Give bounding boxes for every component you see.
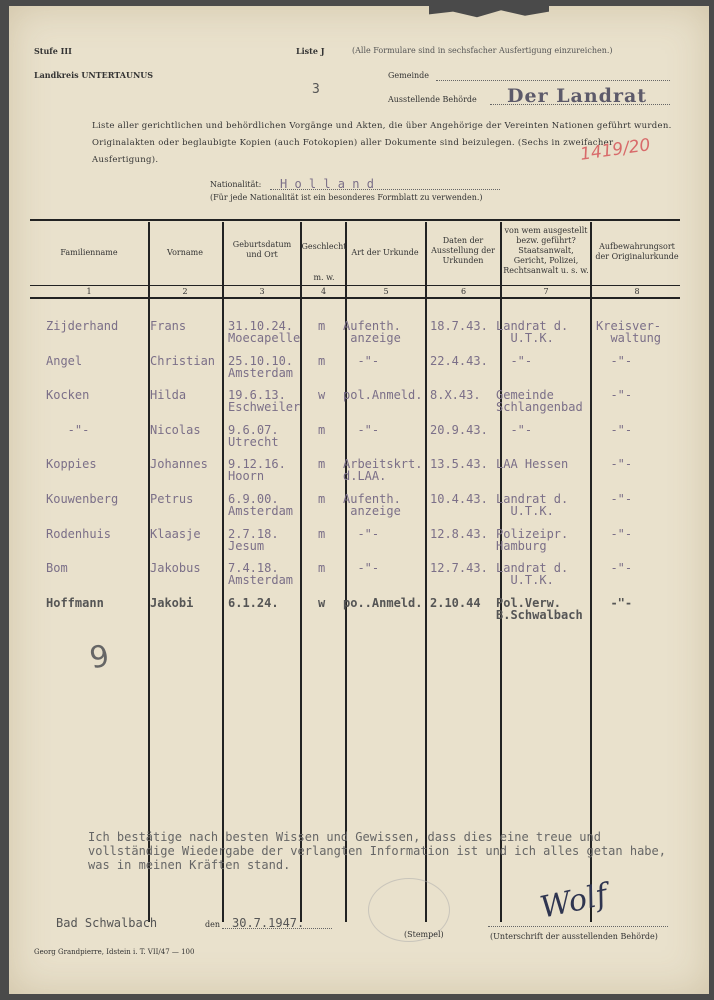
header-daten: Daten der Ausstellung der Urkunden — [431, 236, 495, 265]
intro-text: Liste aller gerichtlichen und behördlichen Vorgänge und Akten, die über Angehörige der Vereinten Nationen geführt wurden. Originalakten oder beglaubigte Kopien (auch Fotokopien) aller Dokumente sind beizulegen. (Sechs in zweifacher Ausfertigung). — [92, 121, 672, 165]
cell-art: po..Anmeld. — [343, 595, 423, 610]
cell-datum: 18.7.43. — [430, 319, 488, 333]
cell-geburtsdatum: 9.6.07. Utrecht — [228, 422, 279, 449]
cell-familienname: Hoffmann — [46, 595, 104, 610]
cell-geburtsdatum: 2.7.18. Jesum — [228, 526, 279, 553]
date-value: 30.7.1947. — [232, 916, 305, 930]
cell-familienname: Kouwenberg — [46, 492, 119, 506]
header-aufbewahrungsort: Aufbewahrungsort der Originalurkunde — [595, 242, 679, 261]
unterschrift-label: (Unterschrift der ausstellenden Behörde) — [490, 932, 658, 941]
cell-art: Aufenth. anzeige — [343, 319, 401, 345]
col-divider-7 — [590, 222, 592, 922]
cell-ausgestellt: Landrat d. U.T.K. — [496, 319, 569, 345]
cell-datum: 12.7.43. — [430, 561, 488, 576]
form-note: (Alle Formulare sind in sechsfacher Ausfertigung einzureichen.) — [352, 46, 613, 55]
cell-geschlecht: m — [318, 526, 326, 541]
cell-familienname: Kocken — [46, 388, 90, 403]
cell-vorname: Hilda — [150, 388, 187, 403]
behoerde-label: Ausstellende Behörde — [388, 95, 477, 104]
col-divider-3 — [300, 222, 302, 922]
header-art: Art der Urkunde — [351, 248, 419, 257]
cell-ausgestellt: Pol.Verw. B.Schwalbach — [496, 595, 583, 622]
cell-aufbewahrungsort: -"- — [596, 422, 633, 437]
header-vorname: Vorname — [167, 248, 203, 257]
cell-geburtsdatum: 6.9.00. Amsterdam — [228, 492, 294, 518]
cell-aufbewahrungsort: -"- — [596, 492, 633, 506]
table-top-line — [30, 219, 680, 221]
cell-geburtsdatum: 19.6.13. Eschweiler — [228, 388, 301, 415]
cell-datum: 8.X.43. — [430, 388, 481, 403]
cell-geschlecht: m — [318, 561, 326, 576]
cell-aufbewahrungsort: -"- — [596, 457, 633, 472]
col-number-8: 8 — [634, 287, 640, 296]
cell-ausgestellt: LAA Hessen — [496, 457, 569, 472]
liste-label: Liste J — [296, 46, 325, 56]
cell-art: -"- — [343, 561, 380, 576]
cell-ausgestellt: -"- — [496, 422, 533, 437]
nationality-value: H o l l a n d — [280, 177, 374, 191]
cell-aufbewahrungsort: -"- — [596, 388, 633, 403]
header-geburtsdatum: Geburtsdatum und Ort — [232, 240, 292, 259]
cell-vorname: Nicolas — [150, 422, 201, 437]
header-von-wem: von wem ausgestellt bezw. geführt? Staatsanwalt, Gericht, Polizei, Rechtsanwalt u. s. w. — [503, 226, 589, 275]
cell-aufbewahrungsort: -"- — [596, 526, 633, 541]
gemeinde-label: Gemeinde — [388, 71, 430, 80]
cell-vorname: Klaasje — [150, 526, 201, 541]
cell-vorname: Petrus — [150, 492, 194, 506]
cell-ausgestellt: Landrat d. U.T.K. — [496, 492, 569, 518]
cell-geschlecht: m — [318, 422, 326, 437]
table-numbers-line — [30, 297, 680, 299]
cell-familienname: Bom — [46, 561, 68, 576]
cell-geburtsdatum: 7.4.18. Amsterdam — [228, 561, 294, 588]
cell-geschlecht: m — [318, 457, 326, 472]
cell-vorname: Johannes — [150, 457, 208, 472]
cell-art: -"- — [343, 422, 380, 437]
header-sex-sub: m. w. — [313, 273, 335, 282]
cell-art: pol.Anmeld. — [343, 388, 423, 403]
cell-datum: 10.4.43. — [430, 492, 488, 506]
stufe-label: Stufe III — [34, 46, 72, 56]
cell-vorname: Jakobi — [150, 595, 194, 610]
signature-line — [488, 926, 668, 927]
cell-vorname: Christian — [150, 353, 216, 368]
cell-ausgestellt: -"- — [496, 353, 533, 368]
cell-familienname: Rodenhuis — [46, 526, 112, 541]
col-number-3: 3 — [259, 287, 265, 296]
col-number-7: 7 — [543, 287, 549, 296]
col-number-2: 2 — [182, 287, 188, 296]
cell-aufbewahrungsort: -"- — [596, 595, 633, 610]
cell-ausgestellt: Polizeipr. Hamburg — [496, 526, 569, 553]
cell-datum: 13.5.43. — [430, 457, 488, 472]
cell-familienname: -"- — [46, 422, 90, 437]
col-divider-5 — [425, 222, 427, 922]
stempel-label: (Stempel) — [404, 930, 444, 939]
cell-geschlecht: m — [318, 319, 326, 333]
nationality-note: (Für jede Nationalität ist ein besonderes Formblatt zu verwenden.) — [210, 193, 483, 202]
cell-geschlecht: w — [318, 595, 326, 610]
cell-familienname: Zijderhand — [46, 319, 119, 333]
torn-edge — [429, 6, 549, 20]
header-familienname: Familienname — [60, 248, 118, 257]
cell-familienname: Koppies — [46, 457, 97, 472]
col-number-5: 5 — [383, 287, 389, 296]
cell-aufbewahrungsort: -"- — [596, 561, 633, 576]
nationality-label: Nationalität: — [210, 180, 262, 189]
cell-aufbewahrungsort: Kreisver- waltung — [596, 319, 662, 345]
gemeinde-field — [436, 80, 670, 81]
cell-geburtsdatum: 9.12.16. Hoorn — [228, 457, 286, 484]
number-mark: 3 — [312, 82, 320, 97]
cell-art: -"- — [343, 526, 380, 541]
cell-geschlecht: m — [318, 492, 326, 506]
cell-geschlecht: m — [318, 353, 326, 368]
cell-datum: 20.9.43. — [430, 422, 488, 437]
cell-art: Arbeitskrt. d.LAA. — [343, 457, 423, 484]
cell-familienname: Angel — [46, 353, 83, 368]
cell-aufbewahrungsort: -"- — [596, 353, 633, 368]
cell-art: Aufenth. anzeige — [343, 492, 401, 518]
margin-mark: 9 — [87, 638, 112, 677]
cell-geburtsdatum: 31.10.24. Moecapelle — [228, 319, 301, 345]
behoerde-stamp: Der Landrat — [507, 85, 648, 107]
cell-vorname: Frans — [150, 319, 187, 333]
header-geschlecht: Geschlecht — [301, 242, 347, 251]
cell-datum: 12.8.43. — [430, 526, 488, 541]
place: Bad Schwalbach — [56, 916, 158, 930]
confirmation-text: Ich bestätige nach besten Wissen und Gewissen, dass dies eine treue und vollständige Wiedergabe der verlangten Information ist und ich alles getan habe, was in meinen Kräften stand. — [88, 830, 666, 872]
den-label: den — [205, 920, 221, 929]
cell-art: -"- — [343, 353, 380, 368]
cell-geschlecht: w — [318, 388, 326, 403]
cell-geburtsdatum: 25.10.10. Amsterdam — [228, 353, 294, 380]
printer-line: Georg Grandpierre, Idstein i. T. VII/47 — 100 — [34, 948, 195, 956]
cell-datum: 2.10.44 — [430, 595, 481, 610]
landkreis-label: Landkreis UNTERTAUNUS — [34, 70, 154, 80]
col-number-4: 4 — [320, 287, 327, 296]
col-number-1: 1 — [86, 287, 92, 296]
cell-ausgestellt: Landrat d. U.T.K. — [496, 561, 569, 588]
col-divider-2 — [222, 222, 224, 922]
table-header-line — [30, 285, 680, 286]
cell-vorname: Jakobus — [150, 561, 201, 576]
cell-datum: 22.4.43. — [430, 353, 488, 368]
signature: Wolf — [537, 877, 611, 926]
handwritten-number: 1419/20 — [578, 135, 652, 165]
cell-geburtsdatum: 6.1.24. — [228, 595, 279, 610]
col-number-6: 6 — [460, 287, 467, 296]
cell-ausgestellt: Gemeinde Schlangenbad — [496, 388, 583, 415]
